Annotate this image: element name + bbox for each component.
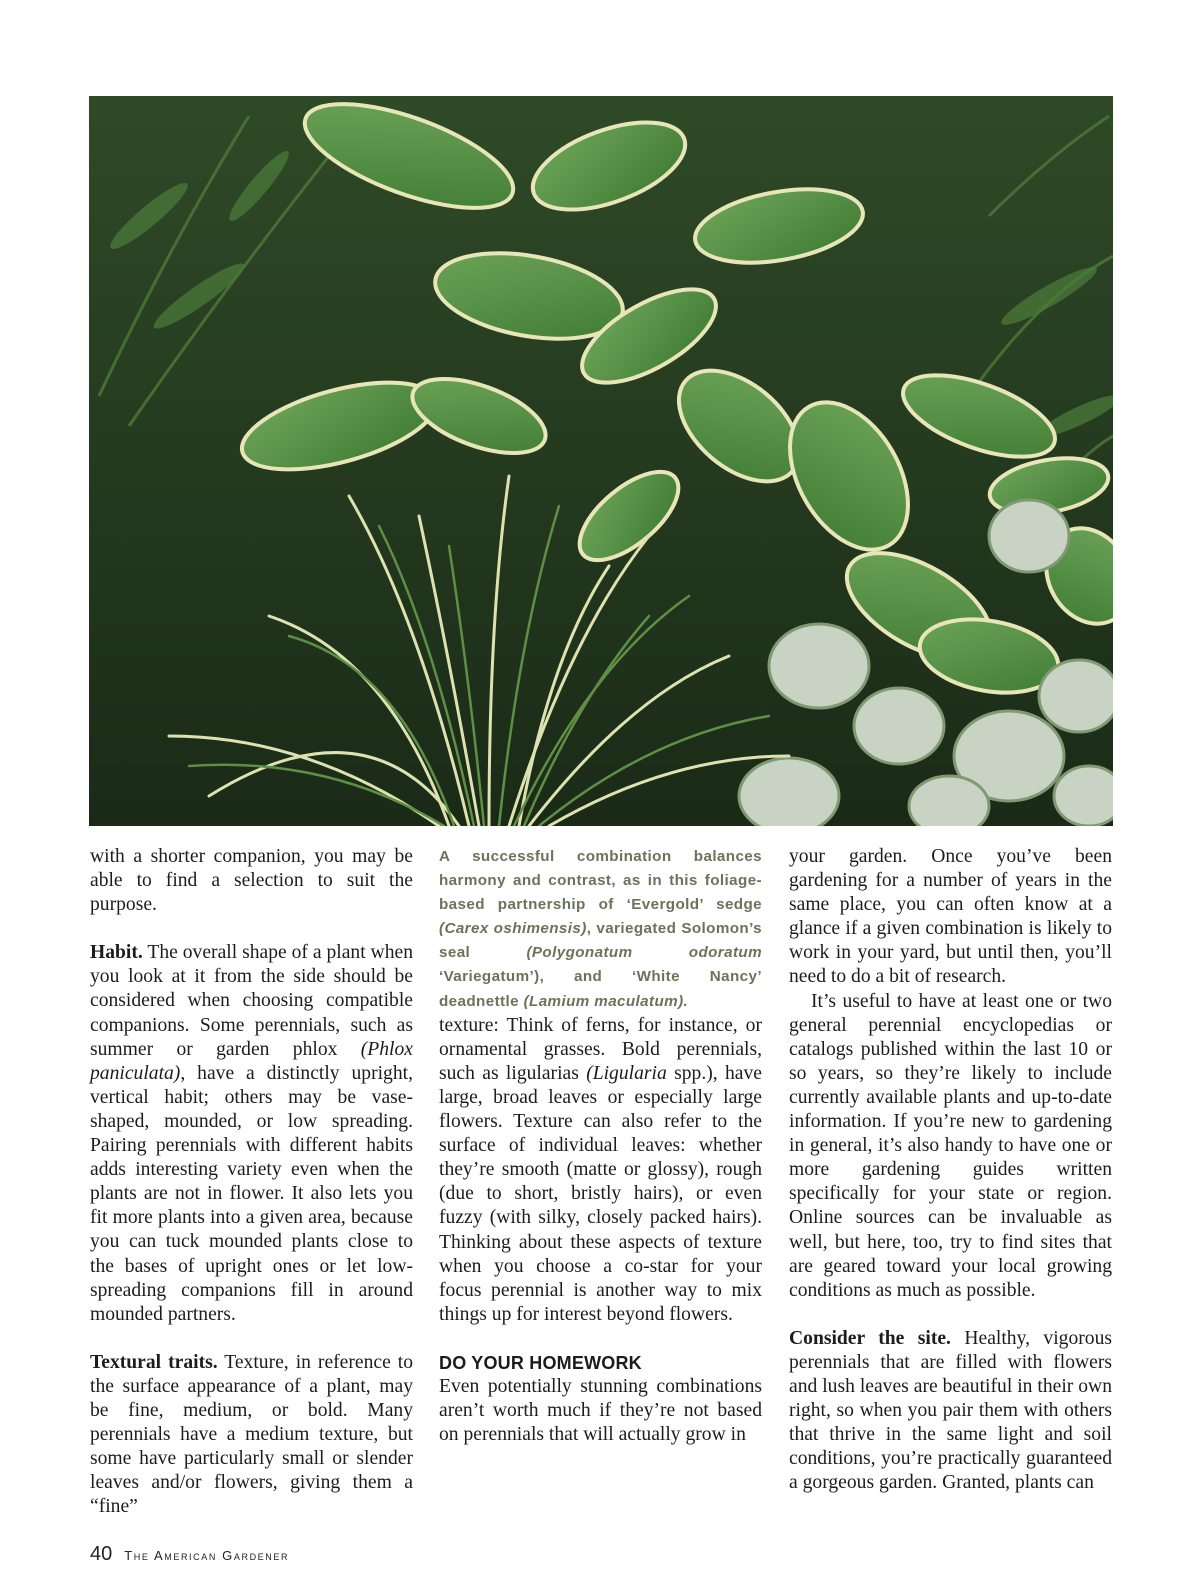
text-run: Texture, in reference to the surface appearance of a plant, may be fine, medium, or bold. Many perennials have a medium texture, but some have particularly small or slender leaves and/or flowers, giving them a “fine” <box>90 1351 413 1518</box>
magazine-title: The American Gardener <box>124 1548 290 1563</box>
paragraph: It’s useful to have at least one or two general perennial encyclopedias or catalogs published within the last 10 or so years, so they’re likely to include currently available plants and up-to-date information. If you’re new to gardening in general, it’s also handy to have one or more gardening guides written specifically for your state or region. Online sources can be invaluable as well, but here, too, try to find sites that are geared toward your local growing conditions as much as possible. <box>789 990 1112 1301</box>
text-run: , have a distinctly upright, vertical habit; others may be vase-shaped, mounded, or low spreading. Pairing perennials with different habits adds interesting variety even when the plants are not in flower. It also lets you fit more plants into a given area, because you can tuck mounded plants close to the bases of upright ones or let low-spreading companions fill in around mounded partners. <box>90 1062 413 1325</box>
habit-paragraph <box>90 941 413 1327</box>
foliage-photo <box>89 96 1113 826</box>
texture-continued <box>439 1014 762 1327</box>
latin-name: (Polygonatum odoratum <box>526 944 762 962</box>
text-run: texture: Think of ferns, for instance, or ornamental grasses. Bold perennials, such as ligularias <box>439 1014 762 1084</box>
paragraph: with a shorter companion, you may be able to find a selection to suit the purpose. <box>90 846 413 916</box>
latin-name: (Carex oshimensis) <box>439 920 587 938</box>
page-footer <box>90 1543 289 1567</box>
site-paragraph <box>789 1327 1112 1496</box>
habit-heading: Habit. <box>90 942 143 964</box>
page-number: 40 <box>90 1543 113 1565</box>
caption-text: A successful combination balances harmony and contrast, as in this foliage-based partnership of ‘Evergold’ sedge <box>439 848 762 914</box>
latin-name: (Phlox paniculata) <box>90 1038 413 1084</box>
text-run: The overall shape of a plant when you look at it from the side should be considered when choosing compatible companions. Some perennials, such as summer or garden phlox <box>90 942 413 1060</box>
text-run: Healthy, vigorous perennials that are filled with flowers and lush leaves are beautiful in their own right, so when you pair them with others that thrive in the same light and soil conditions, you’re practically guaranteed a gorgeous garden. Granted, plants can <box>789 1327 1112 1494</box>
caption-text: ‘Variegatum’), and ‘White Nancy’ deadnettle <box>439 968 762 1010</box>
section-heading: DO YOUR HOMEWORK <box>439 1352 642 1373</box>
foliage-illustration <box>89 96 1113 826</box>
latin-name: (Lamium maculatum). <box>523 992 689 1010</box>
column-3 <box>789 845 1112 1495</box>
homework-paragraph: Even potentially stunning combinations aren’t worth much if they’re not based on perennials that will actually grow in <box>439 1375 762 1446</box>
paragraph: your garden. Once you’ve been gardening for a number of years in the same place, you can often know at a glance if a given combination is likely to work in your yard, but until then, you’ll need to do a bit of research. <box>789 846 1112 988</box>
texture-paragraph <box>90 1351 413 1520</box>
column-1 <box>90 845 413 1519</box>
site-heading: Consider the site. <box>789 1327 951 1349</box>
text-run: spp.), have large, broad leaves or especially large flowers. Texture can also refer to the surface of individual leaves: whether they’re smooth (matte or glossy), rough (due to short, bristly hairs), or even fuzzy (with silky, closely packed hairs). Thinking about these aspects of texture when you choose a co-star for your focus perennial is another way to mix things up for interest beyond flowers. <box>439 1062 762 1325</box>
latin-name: (Ligularia <box>586 1062 667 1084</box>
texture-heading: Textural traits. <box>90 1351 218 1373</box>
photo-caption <box>439 845 762 1014</box>
column-2 <box>439 845 762 1447</box>
caption-text: , variegated Solomon’s seal <box>439 920 762 962</box>
